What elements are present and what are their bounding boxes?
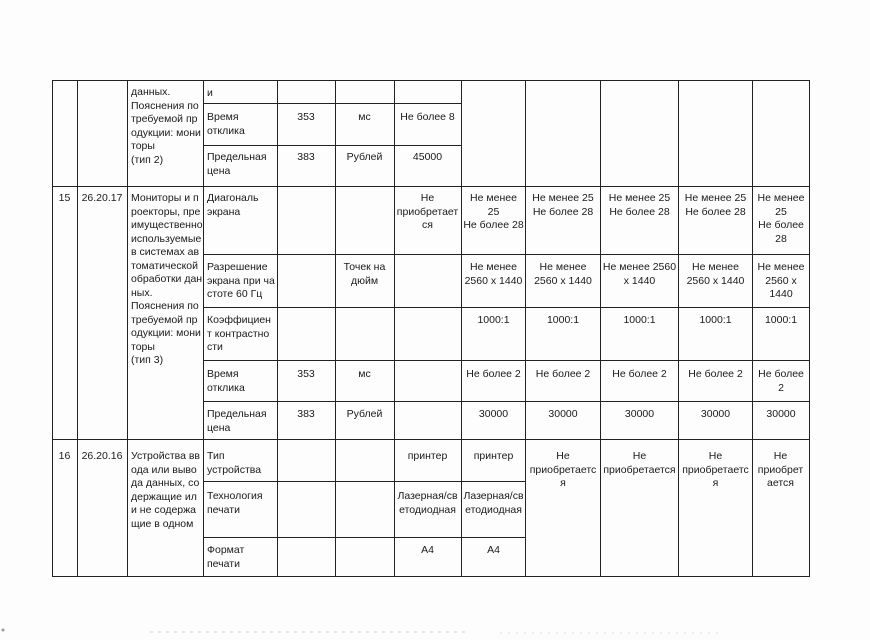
row-number: 16 <box>58 450 71 462</box>
column-divider <box>600 80 601 577</box>
value-cell: 30000 <box>478 408 509 420</box>
value-cell: Не приобретается <box>396 192 459 231</box>
row-divider <box>52 439 810 440</box>
table-border-bottom <box>52 576 810 577</box>
row-divider <box>203 254 810 255</box>
value-cell: 30000 <box>548 408 578 420</box>
value-cell: 30000 <box>766 408 796 420</box>
value-cell: Не более 2 <box>466 368 521 380</box>
value-cell: Не менее 2560 х 1440 <box>602 261 677 287</box>
row-divider <box>203 360 810 361</box>
value-cell: 30000 <box>700 408 731 420</box>
characteristic-name: Коэффициент контрастности <box>207 314 271 353</box>
unit-name: Рублей <box>346 408 383 420</box>
column-divider <box>203 80 204 577</box>
value-cell: Не менее 2560 х 1440 <box>534 261 592 287</box>
characteristic-name: Предельная цена <box>207 408 267 434</box>
value-cell: 30000 <box>624 408 655 420</box>
table-border-top <box>52 80 810 81</box>
characteristic-name: Тип устройства <box>207 450 262 476</box>
okei-code: 353 <box>297 368 315 380</box>
not-acquired-cell: Не приобретается <box>682 450 749 489</box>
value-cell: 1000:1 <box>764 314 798 326</box>
not-acquired-cell: Не приобретается <box>603 450 676 476</box>
product-name-cell: данных. Пояснения по требуемой продукции: мониторы (тип 2) <box>131 86 201 166</box>
row-divider <box>203 481 525 482</box>
value-cell: Не более 2 <box>535 368 591 380</box>
value-cell: 1000:1 <box>546 314 580 326</box>
product-name-cell: Устройства ввода или вывода данных, содержащие или не содержащие в одном <box>131 450 201 530</box>
characteristic-name: Время отклика <box>207 111 245 137</box>
value-cell: А4 <box>487 544 500 556</box>
value-cell: Не более 2 <box>758 368 804 394</box>
okei-code: 353 <box>297 111 315 123</box>
value-cell: 1000:1 <box>623 314 656 326</box>
characteristic-name: Разрешение экрана при частоте 60 Гц <box>207 261 275 300</box>
row-divider <box>203 103 462 104</box>
unit-name: мс <box>358 111 371 123</box>
okei-code: 383 <box>297 408 315 420</box>
not-acquired-cell: Не приобретается <box>757 450 804 489</box>
characteristic-name: Диагональ экрана <box>207 192 259 218</box>
value-cell: 45000 <box>412 151 443 163</box>
characteristic-name: Формат печати <box>207 544 245 570</box>
value-cell: Не более 2 <box>688 368 743 380</box>
okpd-code: 26.20.17 <box>81 192 123 204</box>
row-number: 15 <box>58 192 71 204</box>
value-cell: Не менее 25 Не более 28 <box>684 192 747 218</box>
characteristic-name: и <box>207 87 213 99</box>
value-cell: Не менее 2560 х 1440 <box>464 261 523 287</box>
value-cell: Не более 8 <box>400 111 455 123</box>
value-cell: Не менее 25 Не более 28 <box>532 192 594 218</box>
okpd-code: 26.20.16 <box>81 450 123 462</box>
value-cell: Не менее 25 Не более 28 <box>757 192 805 245</box>
column-divider <box>127 80 128 577</box>
value-cell: принтер <box>407 450 448 462</box>
value-cell: Не более 2 <box>612 368 667 380</box>
value-cell: Не менее 25 Не более 28 <box>463 192 524 231</box>
unit-name: Рублей <box>346 151 383 163</box>
not-acquired-cell: Не приобретается <box>529 450 597 489</box>
row-divider <box>203 307 810 308</box>
row-divider <box>203 145 462 146</box>
value-cell: Не менее 2560 х 1440 <box>757 261 805 300</box>
characteristic-name: Технология печати <box>207 490 263 516</box>
column-divider <box>752 80 753 577</box>
value-cell: Не менее 2560 х 1440 <box>686 261 745 287</box>
table-border-left <box>52 80 53 577</box>
column-divider <box>525 80 526 577</box>
value-cell: 1000:1 <box>699 314 732 326</box>
scan-noise <box>0 620 870 640</box>
value-cell: А4 <box>421 544 434 556</box>
value-cell: Не менее 25 Не более 28 <box>608 192 671 218</box>
unit-name: мс <box>358 368 371 380</box>
table-border-right <box>809 80 810 577</box>
value-cell: принтер <box>473 450 514 462</box>
okei-code: 383 <box>297 151 315 163</box>
value-cell: Лазерная/светодиодная <box>463 490 524 516</box>
row-divider <box>52 186 810 187</box>
row-divider <box>203 401 810 402</box>
value-cell: Лазерная/светодиодная <box>397 490 458 516</box>
value-cell: 1000:1 <box>477 314 510 326</box>
product-name-cell: Мониторы и проекторы, преимущественно используемые в системах автоматической обработки данных. Пояснения по требуемой продукции: мониторы (тип 3) <box>131 192 203 366</box>
characteristic-name: Время отклика <box>207 368 245 394</box>
characteristic-name: Предельная цена <box>207 151 267 177</box>
column-divider <box>77 80 78 577</box>
column-divider <box>678 80 679 577</box>
row-divider <box>203 537 525 538</box>
unit-name: Точек на дюйм <box>343 261 386 287</box>
